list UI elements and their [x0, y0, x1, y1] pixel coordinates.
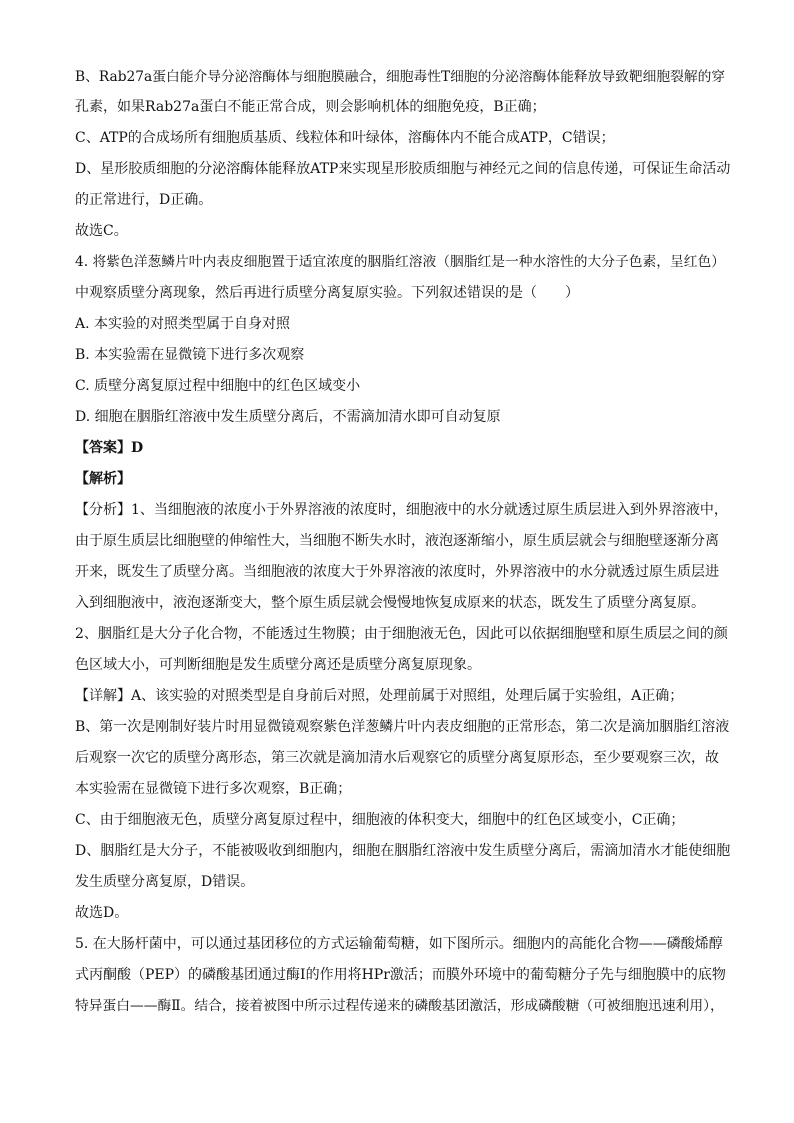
question-stem: 式丙酮酸（PEP）的磷酸基团通过酶Ⅰ的作用将HPr激活；而膜外环境中的葡萄糖分子先与细胞膜中的底物 [75, 967, 726, 983]
text-line: 入到细胞液中，液泡逐渐变大，整个原生质层就会慢慢地恢复成原来的状态，既发生了质壁分离复原。 [75, 595, 705, 611]
text-line: 【详解】A、该实验的对照类型是自身前后对照，处理前属于对照组，处理后属于实验组，A正确； [75, 688, 684, 704]
text-line: 由于原生质层比细胞壁的伸缩性大，当细胞不断失水时，液泡逐渐缩小，原生质层就会与细胞壁逐渐分离 [75, 533, 719, 549]
text-line: 色区域大小，可判断细胞是发生质壁分离还是质壁分离复原现象。 [75, 657, 481, 673]
text-line: 后观察一次它的质壁分离形态，第三次就是滴加清水后观察它的质壁分离复原形态，至少要观察三次，故 [75, 750, 719, 766]
text-line: 的正常进行，D正确。 [75, 192, 213, 208]
option-c: C. 质壁分离复原过程中细胞中的红色区域变小 [75, 378, 361, 394]
text-line: 本实验需在显微镜下进行多次观察，B正确； [75, 781, 352, 797]
text-line: 孔素，如果Rab27a蛋白不能正常合成，则会影响机体的细胞免疫，B正确； [75, 99, 546, 115]
text-line: D、胭脂红是大分子，不能被吸收到细胞内，细胞在胭脂红溶液中发生质壁分离后，需滴加清水才能使细胞 [75, 843, 731, 859]
text-line: B、Rab27a蛋白能介导分泌溶酶体与细胞膜融合，细胞毒性T细胞的分泌溶酶体能释放导致靶细胞裂解的穿 [75, 69, 726, 85]
text-line: 故选D。 [75, 905, 129, 921]
option-d: D. 细胞在胭脂红溶液中发生质壁分离后，不需滴加清水即可自动复原 [75, 409, 501, 425]
question-stem: 特异蛋白——酶Ⅱ。结合，接着被图中所示过程传递来的磷酸基团激活，形成磷酸糖（可被细胞迅速利用）， [75, 998, 724, 1014]
text-line: D、星形胶质细胞的分泌溶酶体能释放ATP来实现星形胶质细胞与神经元之间的信息传递，可保证生命活动 [75, 161, 731, 177]
text-line: 故选C。 [75, 223, 128, 239]
text-line: C、由于细胞液无色，质壁分离复原过程中，细胞液的体积变大，细胞中的红色区域变小，C正确； [75, 812, 685, 828]
analysis-heading: 【解析】 [75, 471, 131, 487]
option-a: A. 本实验的对照类型属于自身对照 [75, 316, 291, 332]
text-line: 发生质壁分离复原，D错误。 [75, 874, 255, 890]
text-line: B、第一次是刚制好装片时用显微镜观察紫色洋葱鳞片叶内表皮细胞的正常形态，第二次是滴加胭脂红溶液 [75, 719, 730, 735]
option-b: B. 本实验需在显微镜下进行多次观察 [75, 347, 305, 363]
question-stem: 5. 在大肠杆菌中，可以通过基团移位的方式运输葡萄糖，如下图所示。细胞内的高能化合物——磷酸烯醇 [75, 936, 723, 952]
text-line: C、ATP的合成场所有细胞质基质、线粒体和叶绿体，溶酶体内不能合成ATP，C错误； [75, 130, 615, 146]
answer-label: 【答案】D [75, 440, 144, 456]
text-line: 开来，既发生了质壁分离。当细胞液的浓度大于外界溶液的浓度时，外界溶液中的水分就透过原生质层进 [75, 564, 719, 580]
question-stem: 4. 将紫色洋葱鳞片叶内表皮细胞置于适宜浓度的胭脂红溶液（胭脂红是一种水溶性的大分子色素，呈红色） [75, 254, 725, 270]
text-line: 【分析】1、当细胞液的浓度小于外界溶液的浓度时，细胞液中的水分就透过原生质层进入到外界溶液中， [75, 502, 728, 518]
text-line: 2、胭脂红是大分子化合物，不能透过生物膜；由于细胞液无色，因此可以依据细胞壁和原生质层之间的颜 [75, 626, 728, 642]
question-stem: 中观察质壁分离现象，然后再进行质壁分离复原实验。下列叙述错误的是（ ） [75, 285, 579, 301]
